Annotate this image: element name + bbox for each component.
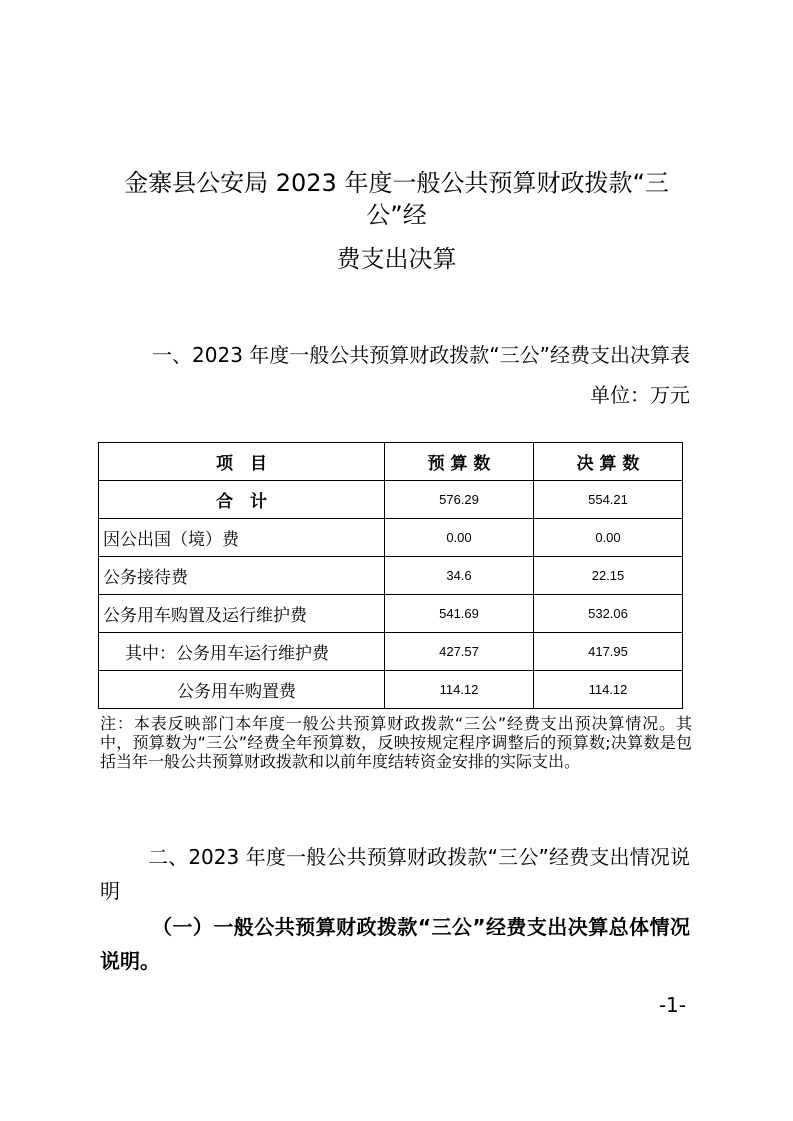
row-budget: 576.29 [385,481,534,519]
row-label: 公务用车购置费 [99,671,385,709]
table-row [99,671,683,709]
header-actual: 决 算 数 [534,443,683,481]
table-row [99,595,683,633]
page-number: -1- [658,993,686,1017]
row-label: 合 计 [99,481,385,519]
row-budget: 541.69 [385,595,534,633]
table-note: 注：本表反映部门本年度一般公共预算财政拨款“三公”经费支出预决算情况。其中，预算数为“三公”经费全年预算数，反映按规定程序调整后的预算数;决算数是包括当年一般公共预算财政拨款和以前年度结转资金安排的实际支出。 [100,714,692,771]
row-budget: 0.00 [385,519,534,557]
row-actual: 532.06 [534,595,683,633]
section1-heading: 一、2023 年度一般公共预算财政拨款“三公”经费支出决算表 [152,343,690,367]
expense-table [98,442,683,709]
subsection1-heading: （一）一般公共预算财政拨款“三公”经费支出决算总体情况说明。 [100,915,690,973]
doc-title-line1: 金寨县公安局 2023 年度一般公共预算财政拨款“三公”经 [124,169,669,229]
row-actual: 114.12 [534,671,683,709]
row-label: 公务接待费 [99,557,385,595]
section2-heading: 二、2023 年度一般公共预算财政拨款“三公”经费支出情况说明 [100,845,690,903]
row-label: 公务用车购置及运行维护费 [99,595,385,633]
table-header-row [99,443,683,481]
row-budget: 427.57 [385,633,534,671]
row-actual: 0.00 [534,519,683,557]
row-actual: 22.15 [534,557,683,595]
table-row [99,557,683,595]
table-row [99,481,683,519]
unit-label: 单位：万元 [590,383,690,407]
table-row [99,519,683,557]
row-label: 其中：公务用车运行维护费 [99,633,385,671]
table-row [99,633,683,671]
doc-title-line2: 费支出决算 [336,245,457,273]
row-actual: 554.21 [534,481,683,519]
row-budget: 34.6 [385,557,534,595]
row-budget: 114.12 [385,671,534,709]
row-label: 因公出国（境）费 [99,519,385,557]
header-budget: 预 算 数 [385,443,534,481]
row-actual: 417.95 [534,633,683,671]
header-item: 项 目 [99,443,385,481]
